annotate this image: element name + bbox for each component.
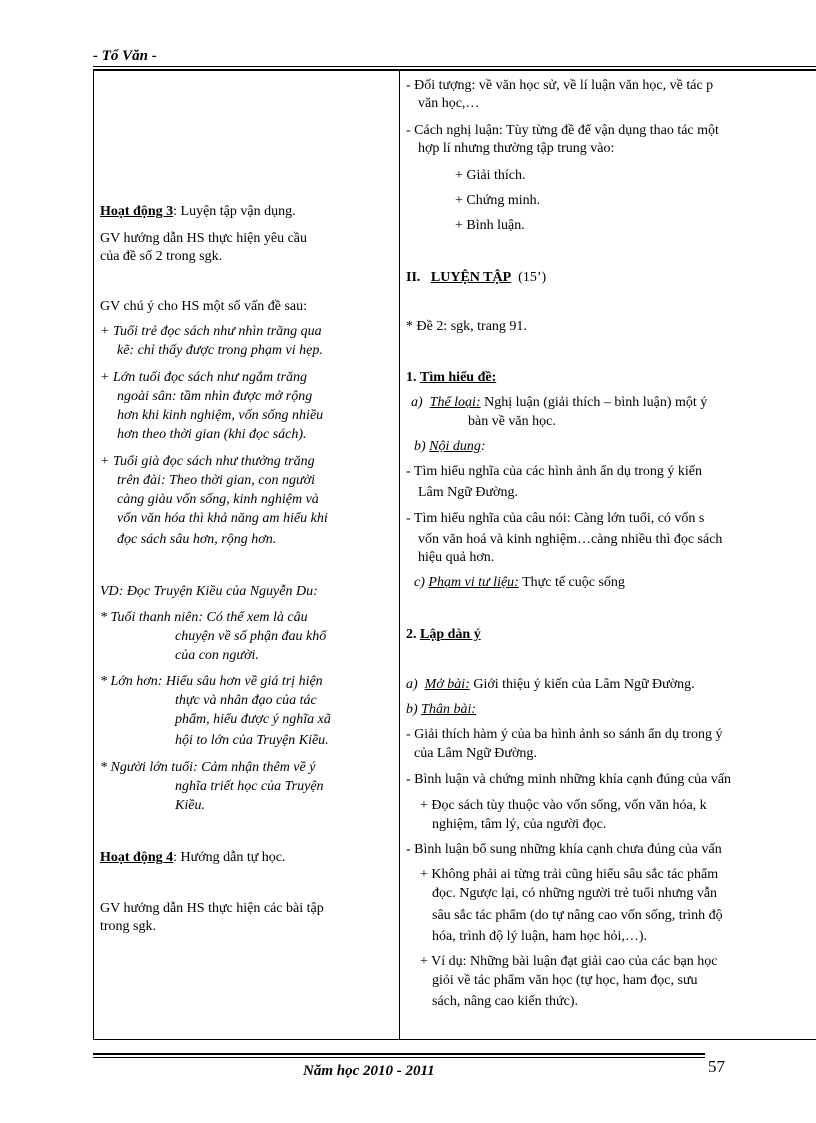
activity-4-text: trong sgk. [100,919,156,934]
column-divider [399,71,400,1040]
topic-reference: * Đề 2: sgk, trang 91. [406,319,527,334]
footer-rule [93,1057,705,1058]
old-reader-note: trên đài: Theo thời gian, con người [117,473,315,488]
old-reader-note: vốn văn hóa thì khả năng am hiểu khi [117,511,328,526]
method-line: hợp lí nhưng thường tập trung vào: [418,141,615,156]
example-youth: chuyện về số phận đau khổ [175,629,327,644]
body-line: + Đọc sách tùy thuộc vào vốn sống, vốn văn hóa, k [420,798,707,813]
activity-4-text: GV hướng dẫn HS thực hiện các bài tập [100,901,324,916]
body-line: của Lâm Ngữ Đường. [414,746,537,761]
scope-line: c) Phạm vi tư liệu: Thực tế cuộc sống [414,575,625,590]
activity-3-text: GV hướng dẫn HS thực hiện yêu cầu [100,231,308,246]
example-older: thực và nhân đạo của tác [175,693,317,708]
young-reader-note: + Tuổi trẻ đọc sách như nhìn trăng qua [100,324,322,339]
example-youth: của con người. [175,648,259,663]
body-line: giỏi về tác phẩm văn học (tự học, ham đọc, sưu [432,973,698,988]
body-line: - Giải thích hàm ý của ba hình ảnh so sánh ẩn dụ trong ý [406,727,723,742]
young-reader-note: kẽ: chỉ thấy được trong phạm vi hẹp. [117,343,323,358]
example-older: hội to lớn của Truyện Kiều. [175,733,329,748]
activity-4-heading: Hoạt động 4: Hướng dẫn tự học. [100,850,286,865]
adult-reader-note: ngoài sân: tầm nhìn được mở rộng [117,389,313,404]
activity-3-heading: Hoạt động 3: Luyện tập vận dụng. [100,204,296,219]
body-line: + Không phải ai từng trải cũng hiểu sâu sắc tác phẩm [420,867,719,882]
example-older: phẩm, hiểu được ý nghĩa xã [175,712,331,727]
content-heading: b) Nội dung: [414,439,486,454]
adult-reader-note: hơn theo thời gian (khi đọc sách). [117,427,307,442]
method-item: + Chứng minh. [455,193,541,208]
example-elderly: Kiều. [175,798,205,813]
content-line: Lâm Ngữ Đường. [418,485,518,500]
genre-line: bàn về văn học. [468,414,556,429]
method-line: - Cách nghị luận: Tùy từng đề để vận dụng thao tác một [406,123,719,138]
example-elderly: * Người lớn tuổi: Cảm nhận thêm về ý [100,760,316,775]
school-year: Năm học 2010 - 2011 [303,1063,435,1079]
example-youth: * Tuổi thanh niên: Có thể xem là câu [100,610,308,625]
body-line: sâu sắc tác phẩm (do tự nâng cao vốn sống, trình độ [432,908,723,923]
old-reader-note: đọc sách sâu hơn, rộng hơn. [117,532,277,547]
content-line: - Tìm hiểu nghĩa của câu nói: Càng lớn tuổi, có vốn s [406,511,705,526]
page-number: 57 [708,1057,725,1076]
body-heading: b) Thân bài: [406,702,477,717]
intro-line: a) Mở bài: Giới thiệu ý kiến của Lâm Ngữ Đường. [406,677,695,692]
adult-reader-note: + Lớn tuổi đọc sách như ngắm trăng [100,370,307,385]
step-2-heading: 2. Lập dàn ý [406,627,481,642]
object-line: văn học,… [418,96,480,111]
step-1-heading: 1. Tìm hiểu đề: [406,370,497,385]
old-reader-note: càng giàu vốn sống, kinh nghiệm và [117,492,319,507]
example-older: * Lớn hơn: Hiểu sâu hơn về giá trị hiện [100,674,323,689]
old-reader-note: + Tuổi già đọc sách như thưởng trăng [100,454,315,469]
activity-3-text: của đề số 2 trong sgk. [100,249,223,264]
note-intro: GV chú ý cho HS một số vấn đề sau: [100,299,307,314]
content-line: hiệu quả hơn. [418,550,495,565]
genre-line: a) Thể loại: Nghị luận (giải thích – bình luận) một ý [411,395,708,410]
method-item: + Giải thích. [455,168,526,183]
body-line: - Bình luận và chứng minh những khía cạnh đúng của vấn [406,772,732,787]
body-line: đọc. Ngược lại, có những người trẻ tuổi nhưng vẫn [432,886,718,901]
header-label: - Tổ Văn - [93,48,157,64]
object-line: - Đối tượng: về văn học sử, về lí luận văn học, về tác p [406,78,714,93]
content-line: vốn văn hoá và kinh nghiệm…càng nhiều thì đọc sách [418,532,723,547]
header-rule [93,66,816,67]
content-line: - Tìm hiểu nghĩa của các hình ảnh ẩn dụ trong ý kiến [406,464,702,479]
body-line: - Bình luận bổ sung những khía cạnh chưa đúng của vấn [406,842,722,857]
body-line: hóa, trình độ lý luận, ham học hỏi,…). [432,929,648,944]
body-line: sách, nâng cao kiến thức). [432,994,578,1009]
body-line: nghiệm, tâm lý, của người đọc. [432,817,607,832]
footer-rule-thick [93,1053,705,1055]
adult-reader-note: hơn khi kinh nghiệm, vốn sống nhiều [117,408,324,423]
example-title: VD: Đọc Truyện Kiều của Nguyễn Du: [100,584,318,599]
example-elderly: nghĩa triết học của Truyện [175,779,324,794]
method-item: + Bình luận. [455,218,525,233]
body-line: + Ví dụ: Những bài luận đạt giải cao của các bạn học [420,954,718,969]
section-2-heading: II. LUYỆN TẬP (15’) [406,270,547,285]
